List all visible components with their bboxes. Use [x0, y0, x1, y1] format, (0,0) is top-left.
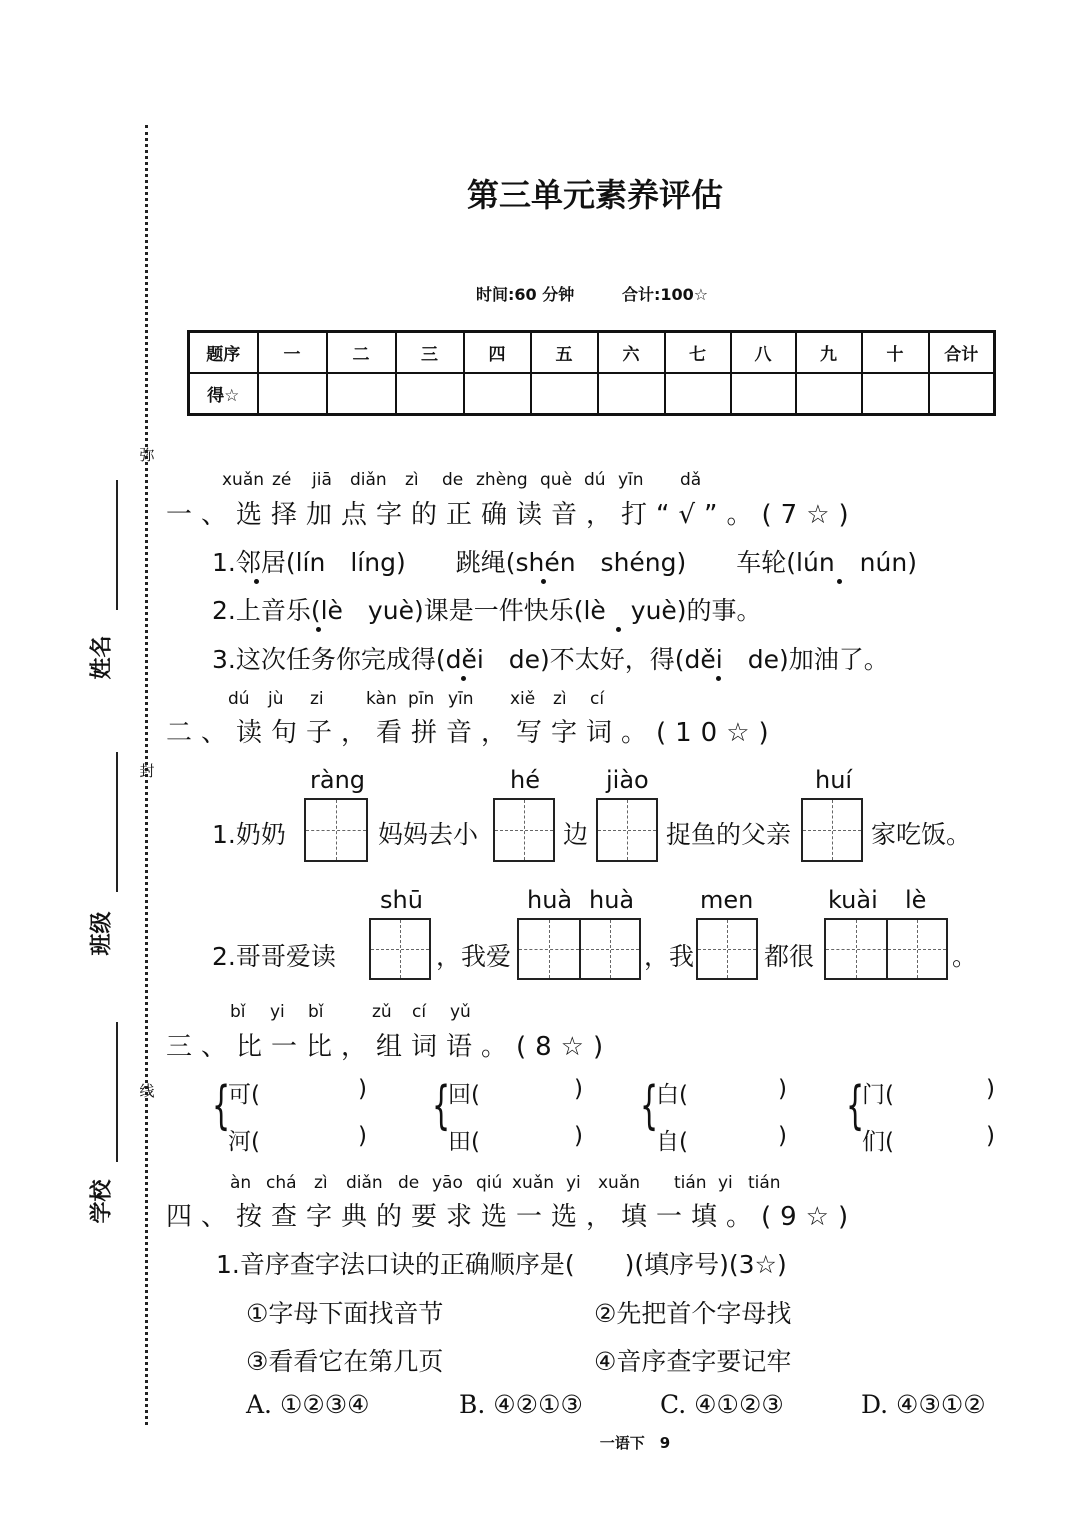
choice-d[interactable]: D. ④③①② [861, 1390, 986, 1419]
pinyin: huí [815, 766, 853, 794]
q2-line2-text: ，我 [644, 942, 695, 971]
pinyin: jiào [606, 766, 649, 794]
q4-item-1: 1.音序查字法口诀的正确顺序是( )(填序号)(3☆) [216, 1250, 787, 1279]
q2-line2-prefix: 2.哥哥爱读 [212, 942, 336, 971]
pinyin: yi [718, 1173, 733, 1193]
pinyin: yi [270, 1002, 285, 1022]
writing-grid[interactable] [493, 798, 555, 862]
pinyin: de [398, 1173, 420, 1193]
q3-word: 自( [656, 1129, 688, 1155]
close-paren: ) [574, 1123, 583, 1149]
name-fill-line[interactable] [116, 480, 118, 610]
score-header-10: 十 [862, 332, 929, 374]
emphasis-dot [716, 676, 721, 681]
score-table [187, 330, 996, 416]
q2-line2-text: 都很 [764, 942, 815, 971]
score-header-2: 二 [327, 332, 396, 374]
q3-word: 白( [656, 1082, 688, 1108]
pinyin: zì [314, 1173, 328, 1193]
pinyin: àn [230, 1173, 252, 1193]
q3-word: 可( [228, 1082, 260, 1108]
pinyin: pīn [408, 689, 435, 709]
seal-char-2: 封 [139, 762, 155, 780]
score-cell[interactable] [327, 373, 396, 415]
close-paren: ) [574, 1076, 583, 1102]
q1-item-3: 3.这次任务你完成得(děi de)不太好，得(děi de)加油了。 [212, 645, 889, 674]
q4-option-2: ②先把首个字母找 [594, 1299, 792, 1328]
q2-heading: 二、读句子，看拼音，写字词。(10☆) [166, 718, 778, 748]
writing-grid[interactable] [801, 798, 863, 862]
writing-grid[interactable] [517, 918, 641, 980]
choice-c[interactable]: C. ④①②③ [660, 1390, 784, 1419]
q3-word: 河( [228, 1129, 260, 1155]
writing-grid[interactable] [596, 798, 658, 862]
pinyin: shū [380, 886, 423, 914]
writing-grid[interactable] [304, 798, 368, 862]
score-header-3: 三 [396, 332, 464, 374]
close-paren: ) [778, 1076, 787, 1102]
pinyin: hé [510, 766, 540, 794]
score-cell[interactable] [929, 373, 995, 415]
emphasis-dot [316, 627, 321, 632]
q3-heading: 三、比一比，组词语。(8☆) [166, 1032, 613, 1062]
pinyin: què [540, 470, 573, 490]
q1-item-2: 2.上音乐(lè yuè)课是一件快乐(lè yuè)的事。 [212, 596, 762, 625]
pinyin: zì [405, 470, 419, 490]
emphasis-dot [254, 579, 259, 584]
score-cell[interactable] [862, 373, 929, 415]
q3-word: 回( [448, 1082, 480, 1108]
q4-heading: 四、按查字典的要求选一选，填一填。(9☆) [166, 1202, 858, 1232]
q2-line1-text: 妈妈去小 [378, 820, 479, 849]
score-row-label: 得☆ [189, 373, 258, 415]
pinyin: jù [268, 689, 284, 709]
writing-grid[interactable] [696, 918, 758, 980]
pinyin: qiú [476, 1173, 503, 1193]
pinyin: zi [310, 689, 324, 709]
score-header-6: 六 [598, 332, 665, 374]
pinyin: de [442, 470, 464, 490]
pinyin: tián [748, 1173, 781, 1193]
pinyin: men [700, 886, 754, 914]
score-cell[interactable] [665, 373, 731, 415]
q3-word: 们( [862, 1129, 894, 1155]
q3-word: 田( [448, 1129, 480, 1155]
score-cell[interactable] [258, 373, 327, 415]
close-paren: ) [358, 1076, 367, 1102]
pinyin: dú [228, 689, 250, 709]
pinyin: huà [589, 886, 635, 914]
score-cell[interactable] [464, 373, 531, 415]
pinyin: chá [266, 1173, 297, 1193]
close-paren: ) [986, 1076, 995, 1102]
q2-line1-prefix: 1.奶奶 [212, 820, 286, 849]
pinyin: diǎn [346, 1173, 383, 1193]
emphasis-dot [461, 676, 466, 681]
choice-a[interactable]: A. ①②③④ [246, 1390, 370, 1419]
pinyin: yīn [618, 470, 644, 490]
pinyin: jiā [312, 470, 332, 490]
pinyin: bǐ [230, 1002, 246, 1022]
seal-char-1: 弥 [139, 446, 155, 464]
total-score: 合计:100☆ [622, 285, 709, 304]
pinyin: xuǎn [222, 470, 265, 490]
q1-heading: 一、选择加点字的正确读音，打“√”。(7☆) [166, 500, 858, 530]
page-title: 第三单元素养评估 [466, 176, 723, 214]
pinyin: yǔ [450, 1002, 471, 1022]
writing-grid[interactable] [824, 918, 948, 980]
pinyin: kàn [366, 689, 397, 709]
score-header-4: 四 [464, 332, 531, 374]
q4-option-1: ①字母下面找音节 [246, 1299, 444, 1328]
score-header-11: 合计 [929, 332, 995, 374]
pinyin: xuǎn [598, 1173, 641, 1193]
score-header-7: 七 [665, 332, 731, 374]
q2-line1-text: 家吃饭。 [871, 820, 972, 849]
q4-option-4: ④音序查字要记牢 [594, 1347, 792, 1376]
emphasis-dot [541, 579, 546, 584]
brace: { [432, 1076, 451, 1136]
score-header-0: 题序 [189, 332, 258, 374]
pinyin: xuǎn [512, 1173, 555, 1193]
pinyin: diǎn [350, 470, 387, 490]
brace: { [640, 1076, 659, 1136]
pinyin: yāo [432, 1173, 463, 1193]
pinyin: dú [584, 470, 606, 490]
score-cell[interactable] [396, 373, 464, 415]
school-label: 学校 [89, 1179, 115, 1224]
choice-b[interactable]: B. ④②①③ [459, 1390, 583, 1419]
seal-char-3: 线 [139, 1082, 155, 1100]
q4-option-3: ③看看它在第几页 [246, 1347, 444, 1376]
time-limit: 时间:60 分钟 [476, 285, 575, 304]
emphasis-dot [837, 579, 842, 584]
pinyin: ràng [310, 766, 366, 794]
pinyin: cí [590, 689, 605, 709]
brace: { [846, 1076, 865, 1136]
school-fill-line[interactable] [116, 1022, 118, 1162]
close-paren: ) [358, 1123, 367, 1149]
pinyin: cí [412, 1002, 427, 1022]
class-label: 班级 [89, 911, 115, 956]
pinyin: bǐ [308, 1002, 324, 1022]
brace: { [212, 1076, 231, 1136]
pinyin: huà [527, 886, 573, 914]
q2-line1-text: 捉鱼的父亲 [666, 820, 792, 849]
pinyin: yīn [448, 689, 474, 709]
score-header-9: 九 [796, 332, 862, 374]
q2-line2-text: ，我爱 [436, 942, 512, 971]
name-label: 姓名 [89, 635, 115, 680]
pinyin: kuài [828, 886, 878, 914]
class-fill-line[interactable] [116, 752, 118, 892]
score-cell[interactable] [531, 373, 598, 415]
close-paren: ) [778, 1123, 787, 1149]
pinyin: dǎ [680, 470, 702, 490]
pinyin: tián [674, 1173, 707, 1193]
close-paren: ) [986, 1123, 995, 1149]
pinyin: zì [553, 689, 567, 709]
page-footer: 一语下 9 [599, 1434, 671, 1452]
score-header-8: 八 [731, 332, 796, 374]
q2-line1-text: 边 [563, 820, 589, 849]
q2-line2-text: 。 [952, 942, 978, 971]
pinyin: zé [272, 470, 292, 490]
writing-grid[interactable] [369, 918, 431, 980]
q1-item-1: 1.邻居(lín líng) 跳绳(shén shéng) 车轮(lún nún) [212, 548, 917, 577]
pinyin: zǔ [372, 1002, 392, 1022]
pinyin: xiě [510, 689, 536, 709]
score-header-1: 一 [258, 332, 327, 374]
score-cell[interactable] [731, 373, 796, 415]
emphasis-dot [616, 627, 621, 632]
score-cell[interactable] [796, 373, 862, 415]
pinyin: lè [905, 886, 927, 914]
pinyin: yi [566, 1173, 581, 1193]
score-header-5: 五 [531, 332, 598, 374]
pinyin: zhèng [476, 470, 528, 490]
q3-word: 门( [862, 1082, 894, 1108]
score-cell[interactable] [598, 373, 665, 415]
